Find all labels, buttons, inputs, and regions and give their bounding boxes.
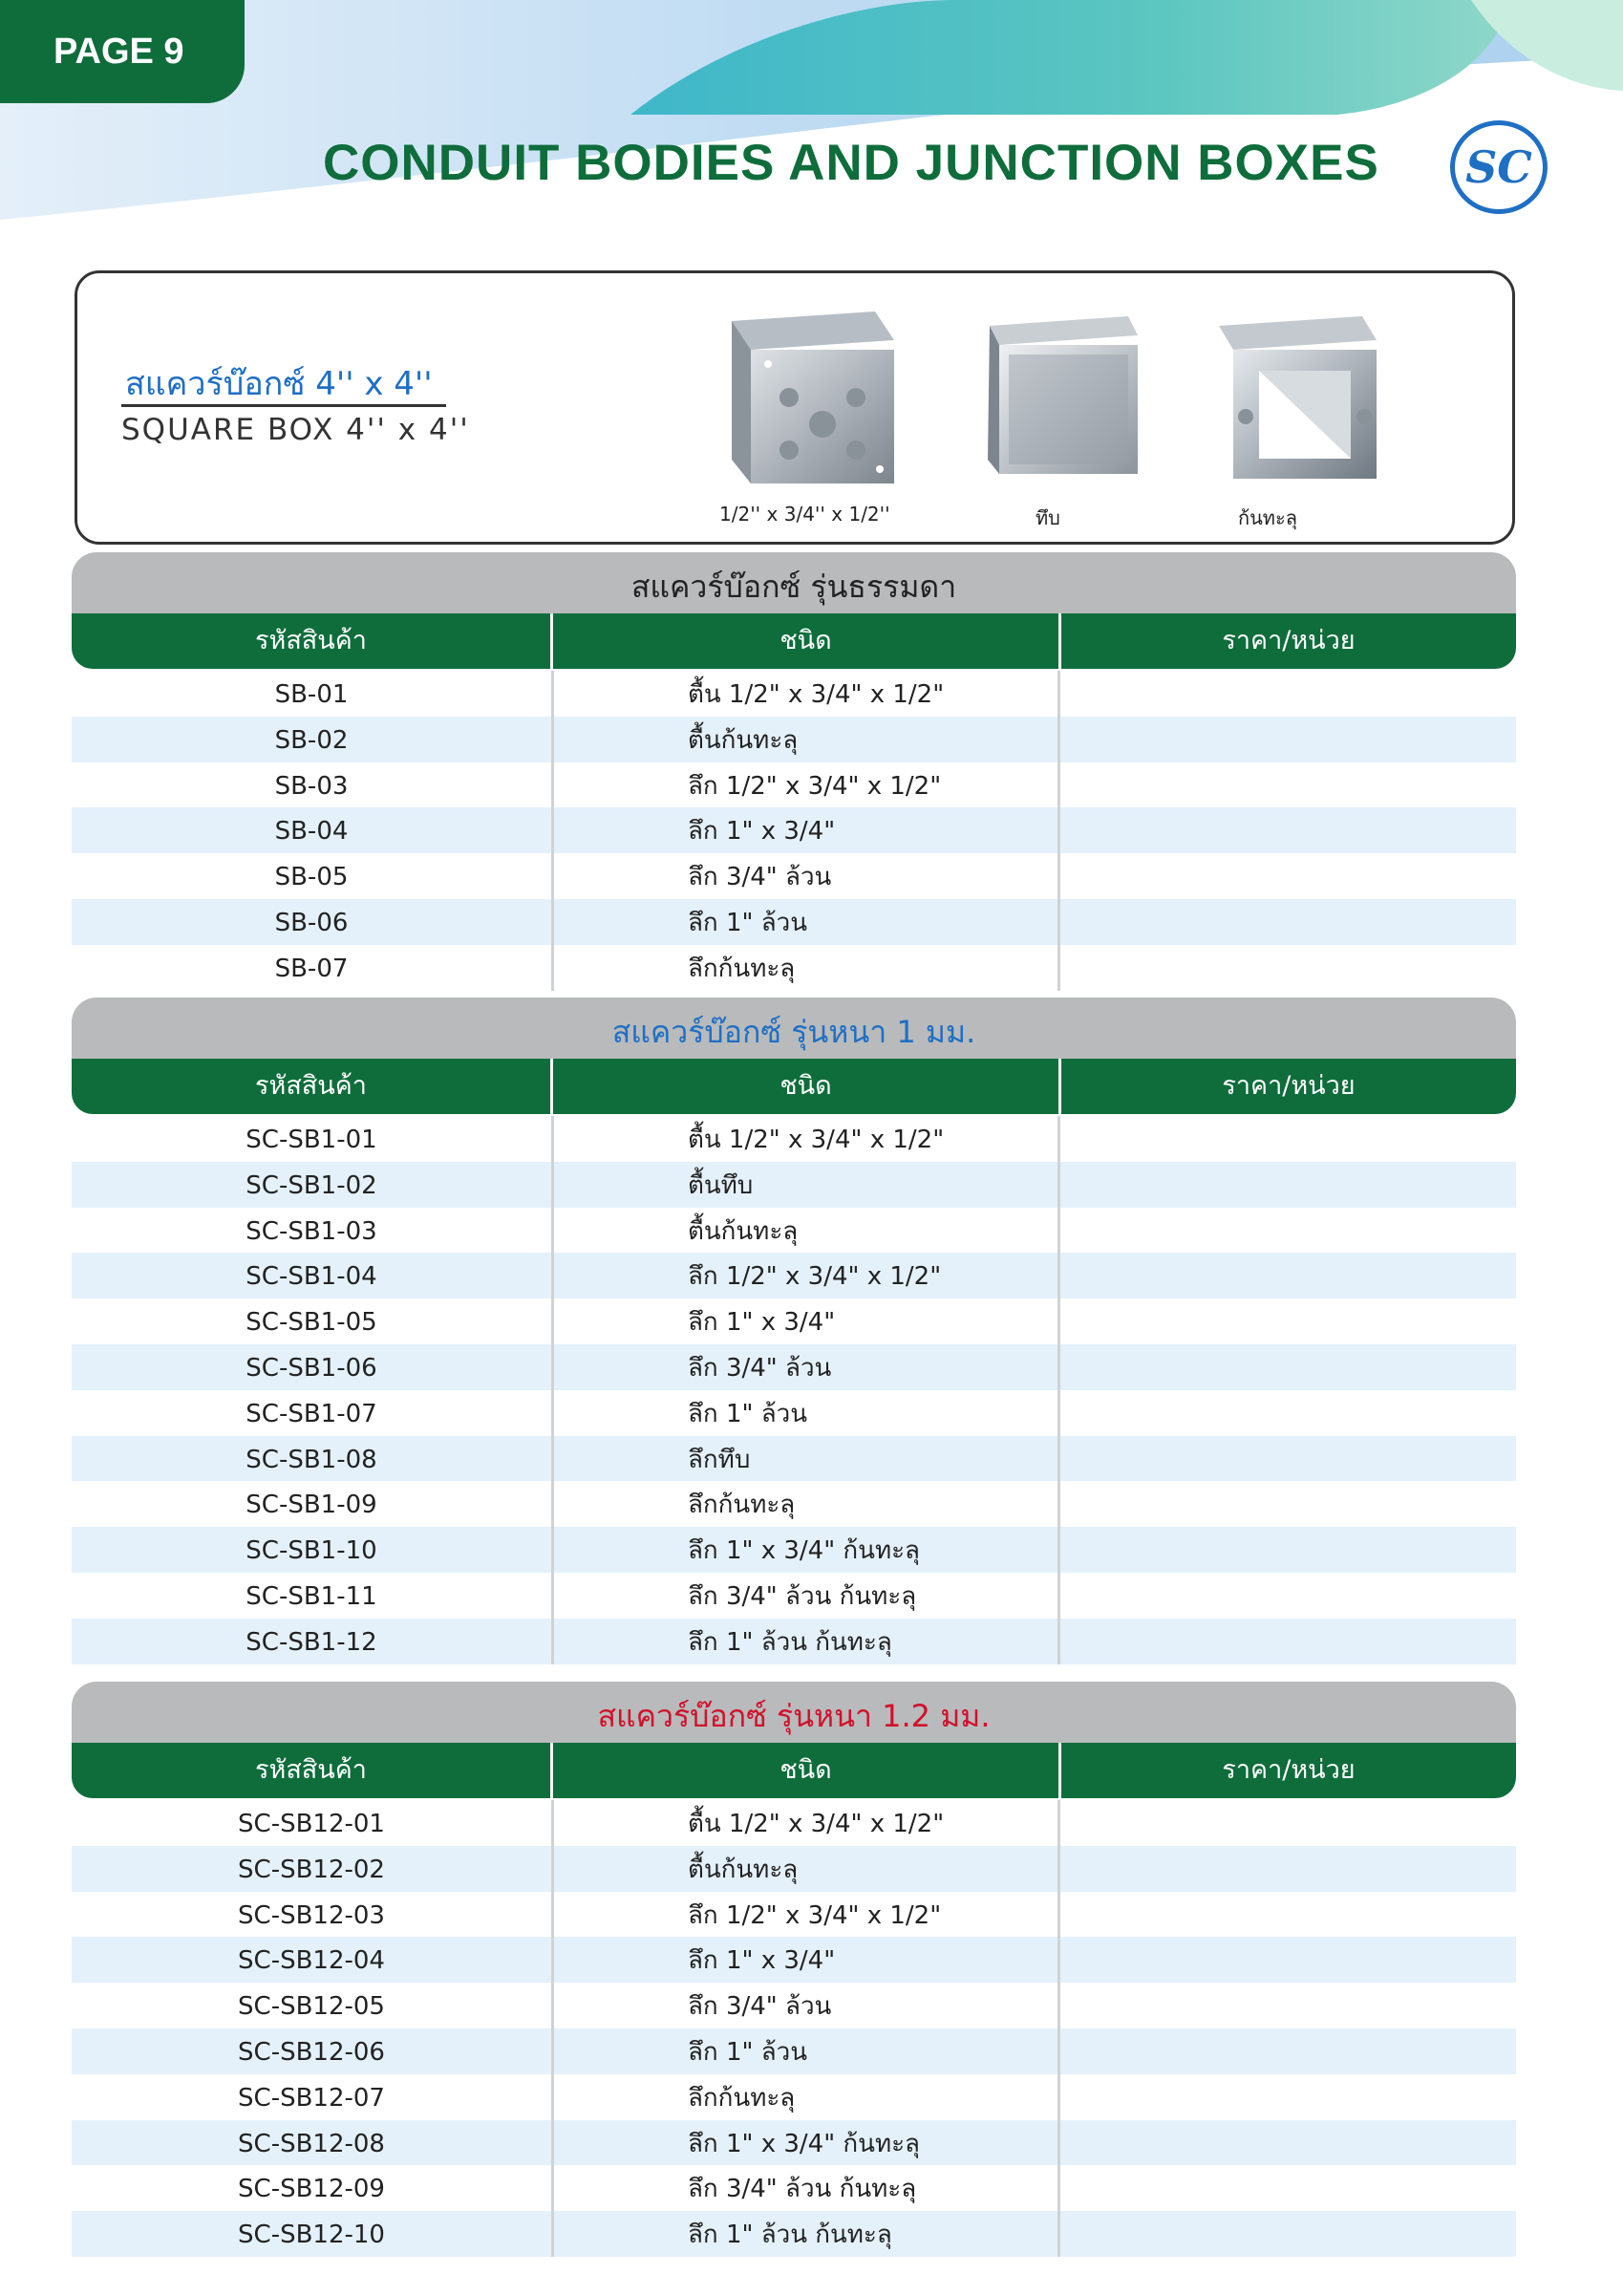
cell-code: SC-SB1-03 <box>246 1216 377 1246</box>
table-body <box>72 671 1516 991</box>
cell-price <box>1057 1846 1516 1892</box>
cell-code: SC-SB1-07 <box>246 1399 377 1428</box>
cell-price <box>1057 1481 1516 1527</box>
table-row <box>72 2074 1516 2120</box>
cell-type: ลึกก้นทะลุ <box>551 2074 1057 2120</box>
product-info-box <box>75 270 1515 545</box>
cell-type: ลึก 1/2" x 3/4" x 1/2" <box>551 762 1057 808</box>
cell-type: ตื้น 1/2" x 3/4" x 1/2" <box>551 1116 1057 1162</box>
cell-price <box>1057 762 1516 808</box>
cell-type: ลึก 1/2" x 3/4" x 1/2" <box>551 1253 1057 1298</box>
cell-price <box>1057 2028 1516 2074</box>
cell-code: SC-SB12-04 <box>238 1946 385 1976</box>
page-label: PAGE 9 <box>0 0 245 103</box>
table-thick-1-2mm <box>72 1682 1516 2257</box>
table-row <box>72 945 1516 991</box>
image-caption-plain: ทึบ <box>1036 506 1060 529</box>
cell-price <box>1057 945 1516 991</box>
cell-price <box>1057 1619 1516 1664</box>
table-row <box>72 853 1516 899</box>
table-row <box>72 2120 1516 2166</box>
cell-price <box>1057 717 1516 762</box>
image-caption-through: ก้นทะลุ <box>1238 506 1297 529</box>
cell-code: SB-04 <box>274 817 349 847</box>
cell-type: ลึก 3/4" ล้วน ก้นทะลุ <box>551 1573 1057 1619</box>
cell-code: SB-01 <box>274 680 349 709</box>
cell-code: SB-03 <box>274 771 349 801</box>
header-type: ชนิด <box>550 613 1058 669</box>
cell-code: SB-05 <box>274 863 349 892</box>
cell-code: SC-SB1-09 <box>246 1491 377 1520</box>
table-row <box>72 1162 1516 1208</box>
cell-type: ลึกก้นทะลุ <box>551 1481 1057 1527</box>
cell-price <box>1057 1800 1516 1846</box>
cell-price <box>1057 807 1516 853</box>
cell-type: ตื้นก้นทะลุ <box>551 717 1057 762</box>
square-box-knockout-icon <box>713 302 904 493</box>
cell-type: ลึก 1" x 3/4" ก้นทะลุ <box>551 2120 1057 2166</box>
table-thick-1mm <box>72 998 1516 1664</box>
table-row <box>72 1800 1516 1846</box>
cell-price <box>1057 1436 1516 1482</box>
cell-price <box>1057 1937 1516 1983</box>
image-caption-knockout: 1/2'' x 3/4'' x 1/2'' <box>719 503 890 526</box>
cell-code: SC-SB12-08 <box>238 2129 385 2158</box>
cell-code: SC-SB12-10 <box>238 2221 385 2250</box>
logo-text: SC <box>1465 141 1532 193</box>
cell-code: SC-SB12-01 <box>238 1810 385 1838</box>
table-row <box>72 1983 1516 2028</box>
table-row <box>72 807 1516 853</box>
page-title: CONDUIT BODIES AND JUNCTION BOXES <box>323 135 1379 191</box>
cell-price <box>1057 1390 1516 1436</box>
table-row <box>72 1298 1516 1344</box>
cell-price <box>1057 1983 1516 2028</box>
table-row <box>72 1116 1516 1162</box>
cell-type: ลึก 1" x 3/4" <box>551 807 1057 853</box>
table-body <box>72 1800 1516 2257</box>
header-type: ชนิด <box>550 1059 1058 1114</box>
cell-code: SC-SB1-05 <box>246 1308 377 1338</box>
table-title-text: สแควร์บ๊อกซ์ รุ่นธรรมดา <box>630 569 957 605</box>
cell-code: SC-SB1-06 <box>246 1353 377 1383</box>
product-name-underline <box>121 404 446 407</box>
cell-type: ลึก 1" ล้วน <box>551 1390 1057 1436</box>
cell-code: SC-SB12-06 <box>238 2037 385 2067</box>
square-box-plain-icon <box>961 302 1152 493</box>
cell-type: ลึก 1" ล้วน <box>551 899 1057 945</box>
cell-price <box>1057 2165 1516 2211</box>
table-title-text: สแควร์บ๊อกซ์ รุ่นหนา 1.2 มม. <box>597 1698 991 1734</box>
table-header <box>72 1743 1516 1798</box>
cell-code: SC-SB1-12 <box>246 1627 377 1657</box>
cell-type: ลึก 1" ล้วน <box>551 2028 1057 2074</box>
cell-type: ลึกทึบ <box>551 1436 1057 1482</box>
table-row <box>72 1208 1516 1254</box>
product-name-thai: สแควร์บ๊อกซ์ 4'' x 4'' <box>125 365 433 403</box>
cell-code: SC-SB12-07 <box>238 2083 385 2113</box>
cell-price <box>1057 1573 1516 1619</box>
cell-price <box>1057 899 1516 945</box>
cell-type: ลึก 1" x 3/4" <box>551 1298 1057 1344</box>
cell-code: SB-07 <box>274 954 349 983</box>
cell-type: ลึก 1" ล้วน ก้นทะลุ <box>551 1619 1057 1664</box>
cell-code: SC-SB12-09 <box>238 2175 385 2204</box>
cell-price <box>1057 1344 1516 1390</box>
cell-price <box>1057 671 1516 717</box>
cell-type: ลึก 3/4" ล้วน <box>551 1983 1057 2028</box>
header-code: รหัสสินค้า <box>255 1755 367 1785</box>
cell-type: ลึก 3/4" ล้วน <box>551 1344 1057 1390</box>
cell-code: SB-06 <box>274 908 349 937</box>
cell-code: SC-SB1-11 <box>246 1581 377 1611</box>
cell-type: ตื้นก้นทะลุ <box>551 1846 1057 1892</box>
table-row <box>72 1344 1516 1390</box>
cell-price <box>1057 1208 1516 1254</box>
cell-code: SC-SB1-02 <box>246 1170 377 1200</box>
cell-code: SC-SB12-03 <box>238 1900 385 1930</box>
header-price: ราคา/หน่วย <box>1058 1059 1516 1114</box>
cell-price <box>1057 1298 1516 1344</box>
table-row <box>72 762 1516 808</box>
cell-price <box>1057 1162 1516 1208</box>
table-row <box>72 1253 1516 1298</box>
table-title <box>72 998 1516 1059</box>
cell-type: ลึก 3/4" ล้วน ก้นทะลุ <box>551 2165 1057 2211</box>
table-title <box>72 552 1516 613</box>
table-row <box>72 2211 1516 2257</box>
table-row <box>72 1390 1516 1436</box>
cell-code: SC-SB12-05 <box>238 1992 385 2022</box>
table-row <box>72 1937 1516 1983</box>
cell-price <box>1057 2120 1516 2166</box>
table-row <box>72 671 1516 717</box>
cell-code: SB-02 <box>274 725 349 755</box>
header-price: ราคา/หน่วย <box>1058 1743 1516 1798</box>
cell-type: ลึก 1" x 3/4" <box>551 1937 1057 1983</box>
table-row <box>72 2028 1516 2074</box>
table-title-text: สแควร์บ๊อกซ์ รุ่นหนา 1 มม. <box>611 1014 976 1050</box>
table-row <box>72 1619 1516 1664</box>
cell-type: ลึก 3/4" ล้วน <box>551 853 1057 899</box>
header-type: ชนิด <box>550 1743 1058 1798</box>
table-row <box>72 1481 1516 1527</box>
cell-code: SC-SB1-01 <box>246 1126 377 1154</box>
table-row <box>72 2165 1516 2211</box>
cell-price <box>1057 1116 1516 1162</box>
cell-type: ลึก 1/2" x 3/4" x 1/2" <box>551 1892 1057 1938</box>
table-header <box>72 613 1516 669</box>
cell-type: ตื้น 1/2" x 3/4" x 1/2" <box>551 671 1057 717</box>
table-row <box>72 1573 1516 1619</box>
cell-code: SC-SB1-08 <box>246 1445 377 1474</box>
cell-price <box>1057 2211 1516 2257</box>
cell-type: ลึกก้นทะลุ <box>551 945 1057 991</box>
product-name-english: SQUARE BOX 4'' x 4'' <box>121 413 470 447</box>
cell-price <box>1057 853 1516 899</box>
cell-type: ลึก 1" ล้วน ก้นทะลุ <box>551 2211 1057 2257</box>
table-row <box>72 1527 1516 1573</box>
square-box-through-icon <box>1200 302 1391 493</box>
sc-logo <box>1450 120 1548 214</box>
table-row <box>72 1436 1516 1482</box>
cell-code: SC-SB1-04 <box>246 1262 377 1292</box>
table-row <box>72 1846 1516 1892</box>
table-standard <box>72 552 1516 991</box>
cell-price <box>1057 1527 1516 1573</box>
header-code: รหัสสินค้า <box>255 626 367 655</box>
cell-type: ลึก 1" x 3/4" ก้นทะลุ <box>551 1527 1057 1573</box>
table-row <box>72 717 1516 762</box>
cell-price <box>1057 2074 1516 2120</box>
header-code: รหัสสินค้า <box>255 1071 367 1101</box>
table-title <box>72 1682 1516 1743</box>
cell-code: SC-SB1-10 <box>246 1536 377 1566</box>
cell-type: ตื้นก้นทะลุ <box>551 1208 1057 1254</box>
cell-price <box>1057 1892 1516 1938</box>
cell-type: ตื้น 1/2" x 3/4" x 1/2" <box>551 1800 1057 1846</box>
cell-type: ตื้นทึบ <box>551 1162 1057 1208</box>
table-body <box>72 1116 1516 1664</box>
table-row <box>72 1892 1516 1938</box>
header-price: ราคา/หน่วย <box>1058 613 1516 669</box>
cell-code: SC-SB12-02 <box>238 1855 385 1884</box>
table-row <box>72 899 1516 945</box>
table-header <box>72 1059 1516 1114</box>
cell-price <box>1057 1253 1516 1298</box>
